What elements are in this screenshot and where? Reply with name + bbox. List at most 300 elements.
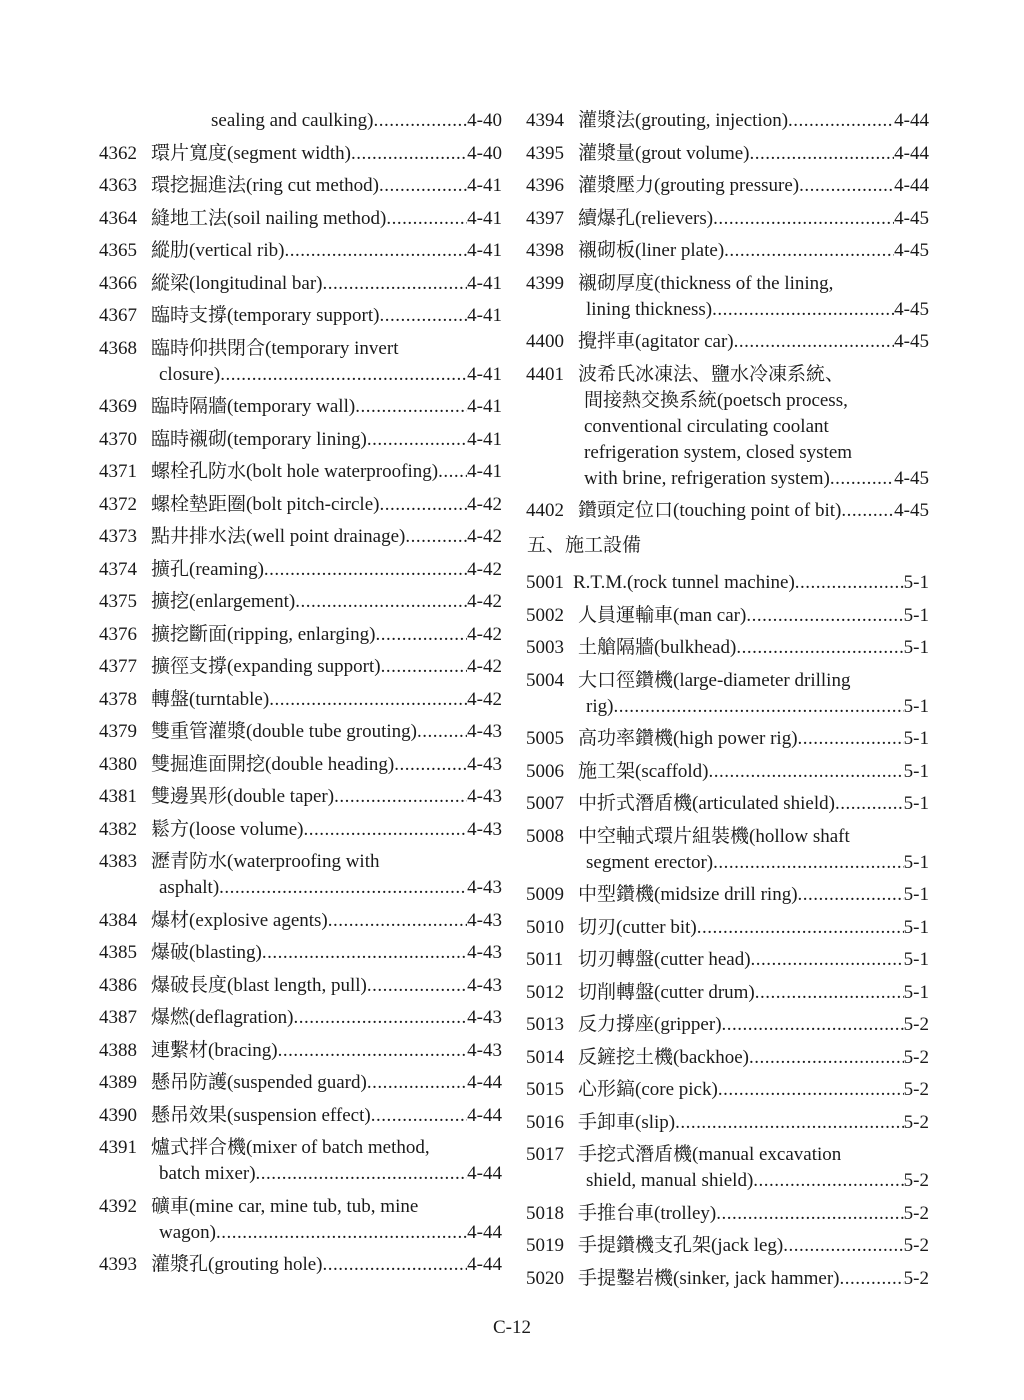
- entry-page-ref: 5-2: [903, 1014, 929, 1035]
- dot-leader: [736, 635, 903, 661]
- index-entry: [99, 336, 502, 388]
- entry-page-ref: 5-1: [903, 884, 929, 905]
- dot-leader: [799, 173, 894, 199]
- index-entry: [99, 1252, 502, 1278]
- index-entry: [526, 1142, 929, 1194]
- entry-number: 4390: [99, 1104, 137, 1126]
- dot-leader: [724, 238, 894, 264]
- index-list-4394-4402: [526, 108, 929, 524]
- entry-term: 切刃(cutter bit): [578, 916, 697, 938]
- entry-number: 4362: [99, 142, 137, 164]
- entry-number: 5016: [526, 1111, 564, 1133]
- entry-page-ref: 4-40: [467, 142, 502, 164]
- index-entry: [526, 824, 929, 876]
- dot-leader: [709, 759, 904, 785]
- dot-leader: [798, 726, 904, 752]
- dot-leader: [613, 694, 903, 720]
- entry-number: 4402: [526, 500, 564, 521]
- entry-page-ref: 4-43: [467, 818, 502, 840]
- entry-term: 反力撐座(gripper): [578, 1014, 722, 1035]
- entry-number: 4383: [99, 851, 137, 872]
- dot-leader: [334, 784, 467, 810]
- dot-leader: [405, 524, 467, 550]
- index-entry: [526, 1266, 929, 1292]
- index-entry: [526, 108, 929, 134]
- index-entry: [99, 271, 502, 297]
- entry-number: 4380: [99, 753, 137, 775]
- entry-number: 5020: [526, 1267, 564, 1289]
- entry-page-ref: 4-45: [894, 240, 929, 261]
- entry-term: 爐式拌合機(mixer of batch method,: [151, 1137, 430, 1158]
- index-entry: [526, 141, 929, 167]
- dot-leader: [716, 1201, 903, 1227]
- entry-number: 4367: [99, 305, 137, 326]
- entry-term: batch mixer): [159, 1163, 256, 1184]
- dot-leader: [264, 557, 467, 583]
- dot-leader: [269, 687, 467, 713]
- entry-number: 5013: [526, 1014, 564, 1035]
- entry-page-ref: 4-44: [894, 142, 929, 164]
- dot-leader: [438, 459, 467, 485]
- entry-number: 4368: [99, 337, 137, 359]
- dot-leader: [328, 908, 467, 934]
- dot-leader: [374, 108, 468, 134]
- dot-leader: [734, 329, 895, 355]
- entry-term: 鑽頭定位口(touching point of bit): [578, 500, 842, 521]
- dot-leader: [219, 875, 467, 901]
- entry-term: 擴孔(reaming): [151, 558, 264, 580]
- dot-leader: [753, 1168, 903, 1194]
- entry-term: 臨時襯砌(temporary lining): [151, 428, 367, 450]
- entry-number: 4375: [99, 591, 137, 612]
- entry-page-ref: 4-43: [467, 909, 502, 931]
- dot-leader: [220, 362, 467, 388]
- index-entry: [99, 238, 502, 264]
- entry-term: 擴挖斷面(ripping, enlarging): [151, 623, 376, 645]
- entry-number: 4379: [99, 721, 137, 742]
- entry-page-ref: 4-45: [894, 207, 929, 229]
- index-entry: [526, 498, 929, 524]
- entry-term: 灌漿法(grouting, injection): [578, 110, 789, 131]
- entry-page-ref: 5-2: [903, 1111, 929, 1133]
- entry-term: with brine, refrigeration system): [584, 467, 830, 489]
- entry-number: 5015: [526, 1079, 564, 1100]
- entry-number: 4363: [99, 175, 137, 196]
- index-column-right: [526, 108, 929, 1298]
- entry-number: 4365: [99, 240, 137, 261]
- index-entry: [526, 668, 929, 720]
- entry-number: 4381: [99, 786, 137, 807]
- entry-page-ref: 5-2: [903, 1235, 929, 1256]
- dot-leader: [295, 589, 467, 615]
- entry-term: 擴挖(enlargement): [151, 591, 296, 612]
- entry-page-ref: 4-45: [894, 467, 929, 489]
- entry-term: 縱梁(longitudinal bar): [151, 272, 323, 294]
- dot-leader: [381, 654, 468, 680]
- entry-page-ref: 4-44: [467, 1221, 502, 1243]
- entry-number: 4364: [99, 207, 137, 229]
- entry-number: 5004: [526, 669, 564, 691]
- index-entry: [526, 1045, 929, 1071]
- entry-number: 4396: [526, 175, 564, 196]
- entry-page-ref: 5-1: [903, 695, 929, 717]
- entry-term: 襯砌厚度(thickness of the lining,: [578, 272, 834, 294]
- entry-page-ref: 5-1: [903, 760, 929, 782]
- entry-page-ref: 4-41: [467, 175, 502, 196]
- dot-leader: [278, 1038, 468, 1064]
- entry-page-ref: 4-44: [467, 1072, 502, 1093]
- entry-number: 4385: [99, 942, 137, 963]
- entry-number: 5017: [526, 1144, 564, 1165]
- dot-leader: [293, 1005, 467, 1031]
- entry-term: 波希氏冰凍法、鹽水冷凍系統、: [578, 363, 845, 385]
- entry-number: 4371: [99, 461, 137, 482]
- entry-term: 縱肋(vertical rib): [151, 240, 285, 261]
- index-entry: [99, 622, 502, 648]
- dot-leader: [795, 570, 904, 596]
- entry-page-ref: 4-41: [467, 363, 502, 385]
- index-entry: [526, 1012, 929, 1038]
- index-entry: [526, 173, 929, 199]
- entry-page-ref: 5-1: [903, 572, 929, 593]
- entry-page-ref: 5-1: [903, 981, 929, 1003]
- entry-page-ref: 4-43: [467, 1039, 502, 1061]
- index-entry: [526, 238, 929, 264]
- dot-leader: [713, 206, 894, 232]
- dot-leader: [718, 1077, 904, 1103]
- index-entry: [99, 687, 502, 713]
- entry-number: 4376: [99, 623, 137, 645]
- index-entry: [99, 1103, 502, 1129]
- entry-page-ref: 4-41: [467, 461, 502, 482]
- index-list-5001-5020: [526, 570, 929, 1292]
- entry-number: 4398: [526, 240, 564, 261]
- entry-page-ref: 4-42: [467, 688, 502, 710]
- entry-term: closure): [159, 363, 221, 385]
- index-entry: [99, 784, 502, 810]
- entry-page-ref: 5-2: [903, 1267, 929, 1289]
- entry-page-ref: 4-41: [467, 396, 502, 417]
- entry-page-ref: 5-1: [903, 637, 929, 658]
- entry-page-ref: 4-44: [894, 175, 929, 196]
- index-entry: [526, 791, 929, 817]
- entry-term: 鬆方(loose volume): [151, 818, 304, 840]
- index-entry: [99, 752, 502, 778]
- entry-number: 5008: [526, 825, 564, 847]
- entry-page-ref: 4-41: [467, 428, 502, 450]
- dot-leader: [262, 940, 467, 966]
- entry-term: 施工架(scaffold): [578, 760, 709, 782]
- entry-term: lining thickness): [586, 298, 713, 320]
- entry-number: 4373: [99, 526, 137, 547]
- dot-leader: [841, 498, 894, 524]
- dot-leader: [304, 817, 468, 843]
- index-entry: [526, 759, 929, 785]
- entry-page-ref: 4-40: [467, 110, 502, 131]
- entry-page-ref: 5-2: [903, 1046, 929, 1068]
- dot-leader: [323, 1252, 468, 1278]
- index-entry: [99, 459, 502, 485]
- index-entry: [99, 1070, 502, 1096]
- entry-number: 4377: [99, 656, 137, 677]
- entry-number: 5003: [526, 637, 564, 658]
- dot-leader: [417, 719, 467, 745]
- entry-term: 灌漿壓力(grouting pressure): [578, 175, 800, 196]
- entry-number: 4395: [526, 142, 564, 164]
- dot-leader: [351, 141, 467, 167]
- entry-number: 4389: [99, 1072, 137, 1093]
- dot-leader: [675, 1110, 904, 1136]
- entry-page-ref: 4-43: [467, 877, 502, 898]
- entry-number: 4386: [99, 974, 137, 996]
- entry-page-ref: 5-2: [903, 1202, 929, 1224]
- entry-page-ref: 4-44: [894, 110, 929, 131]
- index-entry: [99, 589, 502, 615]
- dot-leader: [713, 850, 904, 876]
- index-entry: [99, 654, 502, 680]
- section-heading: 五、施工設備: [527, 534, 642, 556]
- index-entry: [526, 1201, 929, 1227]
- dot-leader: [830, 466, 894, 492]
- entry-term: rig): [586, 695, 614, 717]
- entry-number: 4378: [99, 688, 137, 710]
- entry-page-ref: 4-43: [467, 753, 502, 775]
- entry-term: 大口徑鑽機(large-diameter drilling: [578, 669, 851, 691]
- index-entry: [99, 524, 502, 550]
- entry-term: 人員運輸車(man car): [578, 604, 747, 626]
- entry-term: 雙掘進面開挖(double heading): [151, 753, 395, 775]
- entry-number: 4374: [99, 558, 137, 580]
- entry-term: 攪拌車(agitator car): [578, 331, 734, 352]
- dot-leader: [788, 108, 894, 134]
- index-entry: [526, 570, 929, 596]
- entry-number: 5011: [526, 949, 564, 970]
- entry-term: 切刃轉盤(cutter head): [578, 949, 751, 970]
- index-entry: [526, 1077, 929, 1103]
- entry-term: 心形鎬(core pick): [578, 1079, 718, 1100]
- dot-leader: [697, 915, 904, 941]
- entry-page-ref: 4-42: [467, 656, 502, 677]
- entry-term: 灌漿孔(grouting hole): [151, 1254, 323, 1275]
- entry-number: 5014: [526, 1046, 564, 1068]
- dot-leader: [379, 303, 467, 329]
- entry-page-ref: 4-42: [467, 493, 502, 515]
- page-number: C-12: [493, 1317, 531, 1338]
- entry-term: 切削轉盤(cutter drum): [578, 981, 755, 1003]
- index-entry: [99, 908, 502, 934]
- entry-number: 4366: [99, 272, 137, 294]
- index-entry: [526, 635, 929, 661]
- entry-term: 礦車(mine car, mine tub, tub, mine: [151, 1195, 419, 1217]
- dot-leader: [355, 394, 467, 420]
- dot-leader: [839, 1266, 903, 1292]
- index-entry: [526, 980, 929, 1006]
- entry-number: 5006: [526, 760, 564, 782]
- entry-number: 4401: [526, 363, 564, 385]
- index-entry: [99, 1038, 502, 1064]
- entry-page-ref: 5-1: [903, 728, 929, 749]
- entry-term: 雙重管灌漿(double tube grouting): [151, 721, 417, 742]
- entry-number: 4399: [526, 272, 564, 294]
- entry-term: 臨時仰拱閉合(temporary invert: [151, 337, 399, 359]
- entry-number: 4382: [99, 818, 137, 840]
- entry-page-ref: 5-2: [903, 1079, 929, 1100]
- entry-number: 5007: [526, 793, 564, 814]
- entry-number: 4392: [99, 1195, 137, 1217]
- dot-leader: [751, 947, 904, 973]
- dot-leader: [746, 603, 903, 629]
- entry-term: 螺栓墊距圈(bolt pitch-circle): [151, 493, 380, 515]
- entry-page-ref: 4-41: [467, 272, 502, 294]
- entry-number: 4369: [99, 396, 137, 417]
- index-entry: [526, 362, 929, 492]
- index-column-left: [99, 108, 502, 1285]
- entry-number: 4388: [99, 1039, 137, 1061]
- dot-leader: [367, 973, 467, 999]
- entry-page-ref: 4-41: [467, 207, 502, 229]
- entry-page-ref: 4-43: [467, 721, 502, 742]
- index-entry: [99, 303, 502, 329]
- entry-term: 反鏟挖土機(backhoe): [578, 1046, 749, 1068]
- entry-page-ref: 5-2: [903, 1170, 929, 1191]
- entry-page-ref: 4-43: [467, 786, 502, 807]
- entry-page-ref: 4-42: [467, 591, 502, 612]
- index-entry: [99, 557, 502, 583]
- entry-term: refrigeration system, closed system: [584, 441, 853, 463]
- dot-leader: [749, 1045, 904, 1071]
- dot-leader: [379, 173, 467, 199]
- index-entry: [99, 206, 502, 232]
- entry-number: 5009: [526, 884, 564, 905]
- dot-leader: [783, 1233, 903, 1259]
- dot-leader: [379, 492, 467, 518]
- dot-leader: [367, 427, 467, 453]
- entry-page-ref: 4-41: [467, 240, 502, 261]
- entry-term: 臨時支撐(temporary support): [151, 305, 380, 326]
- index-entry: [99, 173, 502, 199]
- dot-leader: [712, 297, 894, 323]
- entry-term: 爆破長度(blast length, pull): [151, 974, 367, 996]
- index-entry: [526, 206, 929, 232]
- entry-term: 爆材(explosive agents): [151, 909, 328, 931]
- entry-term: 續爆孔(relievers): [578, 207, 714, 229]
- dot-leader: [750, 141, 895, 167]
- dot-leader: [722, 1012, 904, 1038]
- entry-page-ref: 4-42: [467, 558, 502, 580]
- entry-term: 間接熱交換系統(poetsch process,: [584, 389, 848, 411]
- entry-page-ref: 5-1: [903, 604, 929, 626]
- dot-leader: [386, 206, 467, 232]
- entry-term: 懸吊防護(suspended guard): [151, 1072, 367, 1093]
- entry-term: 爆破(blasting): [151, 942, 262, 963]
- entry-number: 4397: [526, 207, 564, 229]
- index-entry: [526, 726, 929, 752]
- index-entry: [99, 1194, 502, 1246]
- dot-leader: [798, 882, 904, 908]
- dot-leader: [256, 1161, 468, 1187]
- index-entry: [526, 271, 929, 323]
- entry-term: 螺栓孔防水(bolt hole waterproofing): [151, 461, 439, 482]
- index-entry: [99, 849, 502, 901]
- index-entry: [99, 719, 502, 745]
- entry-term: 擴徑支撐(expanding support): [151, 656, 381, 677]
- entry-term: 手推台車(trolley): [578, 1202, 717, 1224]
- index-entry: [99, 427, 502, 453]
- index-entry: [99, 817, 502, 843]
- entry-term: 點井排水法(well point drainage): [151, 526, 406, 547]
- dot-leader: [394, 752, 467, 778]
- index-entry: [99, 394, 502, 420]
- entry-term: 土艙隔牆(bulkhead): [578, 637, 737, 658]
- entry-term: shield, manual shield): [586, 1170, 754, 1191]
- index-entry: [526, 1233, 929, 1259]
- index-entry: [526, 1110, 929, 1136]
- dot-leader: [367, 1070, 467, 1096]
- entry-page-ref: 5-1: [903, 793, 929, 814]
- entry-term: wagon): [159, 1221, 216, 1243]
- entry-term: 環片寬度(segment width): [151, 142, 352, 164]
- entry-term: 襯砌板(liner plate): [578, 240, 725, 261]
- entry-number: 4391: [99, 1137, 137, 1158]
- entry-term: 爆燃(deflagration): [151, 1007, 294, 1028]
- entry-number: 5002: [526, 604, 564, 626]
- index-entry: [526, 915, 929, 941]
- index-entry: [526, 947, 929, 973]
- index-entry: [99, 108, 502, 134]
- index-entry: [526, 882, 929, 908]
- entry-term: 手提鑿岩機(sinker, jack hammer): [578, 1267, 840, 1289]
- entry-term: 中折式潛盾機(articulated shield): [578, 793, 835, 814]
- index-entry: [99, 1005, 502, 1031]
- entry-page-ref: 4-43: [467, 1007, 502, 1028]
- entry-term: 高功率鑽機(high power rig): [578, 728, 798, 749]
- entry-page-ref: 4-43: [467, 942, 502, 963]
- dot-leader: [371, 1103, 467, 1129]
- entry-number: 4393: [99, 1254, 137, 1275]
- entry-page-ref: 4-45: [894, 331, 929, 352]
- entry-term: 瀝青防水(waterproofing with: [151, 851, 380, 872]
- entry-number: 4400: [526, 331, 564, 352]
- entry-term: 臨時隔牆(temporary wall): [151, 396, 356, 417]
- entry-number: 4384: [99, 909, 137, 931]
- entry-number: 5001: [526, 572, 564, 593]
- entry-page-ref: 4-42: [467, 526, 502, 547]
- entry-term: 手提鑽機支孔架(jack leg): [578, 1235, 784, 1256]
- index-entry: [99, 940, 502, 966]
- entry-page-ref: 4-45: [894, 298, 929, 320]
- entry-term: asphalt): [159, 877, 220, 898]
- entry-number: 5005: [526, 728, 564, 749]
- entry-number: 5019: [526, 1235, 564, 1256]
- dot-leader: [216, 1220, 467, 1246]
- entry-page-ref: 5-1: [903, 916, 929, 938]
- entry-term: sealing and caulking): [211, 110, 374, 131]
- entry-term: 雙邊異形(double taper): [151, 786, 335, 807]
- index-entry: [99, 141, 502, 167]
- entry-term: 手卸車(slip): [578, 1111, 676, 1133]
- entry-number: 5018: [526, 1202, 564, 1224]
- entry-page-ref: 4-42: [467, 623, 502, 645]
- entry-term: 連繫材(bracing): [151, 1039, 278, 1061]
- dot-leader: [755, 980, 904, 1006]
- entry-term: 轉盤(turntable): [151, 688, 270, 710]
- entry-page-ref: 4-44: [467, 1254, 502, 1275]
- entry-page-ref: 4-45: [894, 500, 929, 521]
- entry-number: 4372: [99, 493, 137, 515]
- index-entry: [526, 329, 929, 355]
- entry-page-ref: 5-1: [903, 949, 929, 970]
- entry-number: 4370: [99, 428, 137, 450]
